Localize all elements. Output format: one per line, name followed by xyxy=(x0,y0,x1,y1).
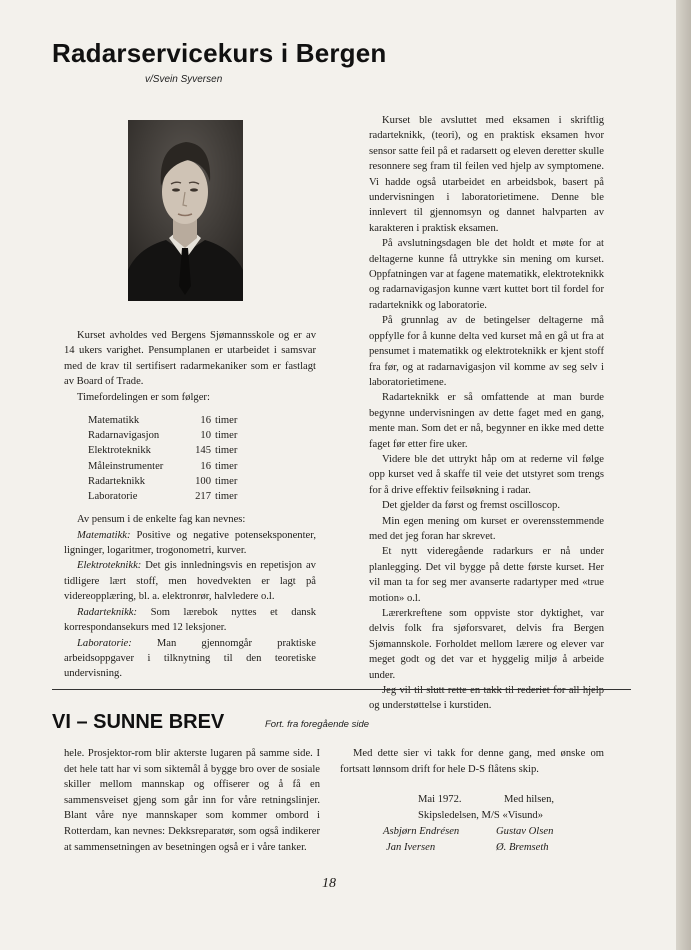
body-paragraph: På grunnlag av de betingelser deltagerne må oppfylle for å kunne delta ved kurset må en gå ut fra at pensumet i matematikk og elektroteknikk er kjent stoff fra før, og at radarnavigasjon vil komme av seg selv i laboratorietimene. xyxy=(369,315,604,388)
hours-cell: 16 xyxy=(200,415,211,427)
body-paragraph: Min egen mening om kurset er overensstemmende med det jeg foran har skrevet. xyxy=(369,515,604,542)
body-paragraph: Lærerkreftene som oppviste stor dyktighet, var delvis folk fra sjøforsvaret, delvis fra Bergen Sjømannskole. Forholdet mellom lærere og elever var meget godt og det var et hyggelig miljø å arbeide under. xyxy=(369,608,604,681)
article-left-column xyxy=(64,328,316,682)
subject-text: Positive og negative potenseksponenter, ligninger, logaritmer, trogonometri, kurver. xyxy=(64,529,316,557)
table-row xyxy=(88,443,237,458)
subject-label: Matematikk: xyxy=(77,529,131,541)
signature-name: Asbjørn Endrésen xyxy=(383,826,460,837)
unit-cell: timer xyxy=(215,430,238,442)
page-number: 18 xyxy=(322,876,336,891)
signature-greeting: Med hilsen, xyxy=(504,794,555,805)
body-paragraph: På avslutningsdagen ble det holdt et møte for at deltagerne kunne få uttrykke sin mening om kurset. Oppfatningen var at fagene matematikk, elektroteknikk og radarnavigasjon kunne vært kuttet bort til fordel for radarteknikk og laboratorie. xyxy=(369,238,604,311)
section-right-column xyxy=(340,746,604,777)
hours-intro: Timefordelingen er som følger: xyxy=(77,391,210,403)
subject-label: Elektroteknikk: xyxy=(77,560,142,572)
subject-text: Det gis innledningsvis en repetisjon av tidligere lært stoff, men hovedvekten er lagt på videreopplæring, bl. a. elektronrør, halvledere o.l. xyxy=(64,560,316,603)
subject-paragraph xyxy=(64,636,316,682)
section-subtitle: Fort. fra foregående side xyxy=(265,719,370,730)
section-title: VI – SUNNE BREV xyxy=(52,711,225,733)
subject-cell: Matematikk xyxy=(88,415,140,427)
unit-cell: timer xyxy=(215,491,238,503)
subject-cell: Laboratorie xyxy=(88,491,138,503)
article-right-column xyxy=(369,113,604,714)
hours-table xyxy=(88,413,237,504)
subject-label: Radarteknikk: xyxy=(77,606,138,618)
section-left-column xyxy=(64,746,320,855)
unit-cell: timer xyxy=(215,460,238,472)
hours-cell: 217 xyxy=(195,491,211,503)
unit-cell: timer xyxy=(215,475,238,487)
section-divider xyxy=(52,689,631,690)
subject-cell: Radarnavigasjon xyxy=(88,430,160,442)
signature-name: Jan Iversen xyxy=(386,842,436,853)
subject-text: Man gjennomgår praktiske arbeidsoppgaver i tilknytning til den teoretiske undervisning. xyxy=(64,637,316,680)
subject-paragraph xyxy=(64,528,316,559)
table-row xyxy=(88,413,237,428)
body-paragraph: Jeg vil til slutt rette en takk til rederiet for all hjelp og understøttelse i kurstiden. xyxy=(369,685,604,712)
signature-name: Gustav Olsen xyxy=(496,826,554,837)
table-row xyxy=(88,428,237,443)
continued-paragraph: hele. Prosjektor-rom blir akterste lugaren på samme side. I det hele tatt har vi som siktemål å bygge bro over de sosiale skiller mellom mannskap og offiserer og å få en sammensveiset gjeng som går inn for våre retningslinjer. Blant våre nye mannskaper som kommer ombord i Rotterdam, kan nevnes: Dekksreparatør, som også indikerer at sammensetningen av besetningen også er i våre tanker. xyxy=(64,748,320,853)
hours-cell: 10 xyxy=(200,430,211,442)
table-row xyxy=(88,459,237,474)
table-row xyxy=(88,474,237,489)
subject-label: Laboratorie: xyxy=(77,637,132,649)
body-paragraph: Videre ble det uttrykt håp om at rederne vil følge opp kurset ved å skaffe til veie det utstyret som trengs for å drive effektiv feilsøkning i radar. xyxy=(369,453,604,496)
body-paragraph: Det gjelder da først og fremst oscilloscop. xyxy=(382,500,560,512)
intro-paragraph: Kurset avholdes ved Bergens Sjømannsskole og er av 14 ukers varighet. Pensumplanen er utarbeidet i samsvar med de krav til sertifisert radarmekaniker som er fastlagt av Board of Trade. xyxy=(64,330,316,388)
body-paragraph: Et nytt videregående radarkurs er nå under planlegging. Det vil bygge på dette første kurset. Her vil man ta for seg mer avanserte radartyper med «true motion» o.l. xyxy=(369,546,604,604)
body-paragraph: Radarteknikk er så omfattende at man burde begynne undervisningen av dette faget med en gang, mente man. Som det er nå, begynner en ikke med dette faget før etter fire uker. xyxy=(369,392,604,450)
subject-cell: Elektroteknikk xyxy=(88,445,151,457)
hours-cell: 145 xyxy=(195,445,211,457)
subject-paragraph xyxy=(64,605,316,636)
unit-cell: timer xyxy=(215,445,238,457)
subject-text: Som lærebok nyttes et dansk korrespondansekurs med 12 leksjoner. xyxy=(64,606,316,634)
subject-cell: Radarteknikk xyxy=(88,475,146,487)
hours-cell: 16 xyxy=(200,460,211,472)
unit-cell: timer xyxy=(215,415,238,427)
subject-cell: Måleinstrumenter xyxy=(88,460,164,472)
page-edge xyxy=(676,0,691,950)
signature-name: Ø. Bremseth xyxy=(496,842,549,853)
pensum-intro: Av pensum i de enkelte fag kan nevnes: xyxy=(77,514,246,526)
portrait-photo xyxy=(128,120,243,301)
hours-cell: 100 xyxy=(195,475,211,487)
signature-org: Skipsledelsen, M/S «Visund» xyxy=(418,810,544,821)
closing-paragraph: Med dette sier vi takk for denne gang, med ønske om fortsatt lønnsom drift for hele D-S flåtens skip. xyxy=(340,748,604,775)
subject-paragraph xyxy=(64,558,316,604)
table-row xyxy=(88,489,237,504)
article-title: Radarservicekurs i Bergen xyxy=(52,38,387,68)
body-paragraph: Kurset ble avsluttet med eksamen i skriftlig radarteknikk, (teori), og en praktisk eksamen hvor sensor satte feil på et radarsett og eleven deretter skulle resonnere seg fram til feilen ved hjelp av symptomene. Vi hadde også utarbeidet en arbeidsbok, basert på undervisningen i laboratorietimene. Denne ble innlevert til gjennomsyn og dannet halvparten av karakteren i praktisk eksamen. xyxy=(369,115,604,234)
article-byline: v/Svein Syversen xyxy=(145,74,223,85)
signature-date: Mai 1972. xyxy=(418,794,462,805)
